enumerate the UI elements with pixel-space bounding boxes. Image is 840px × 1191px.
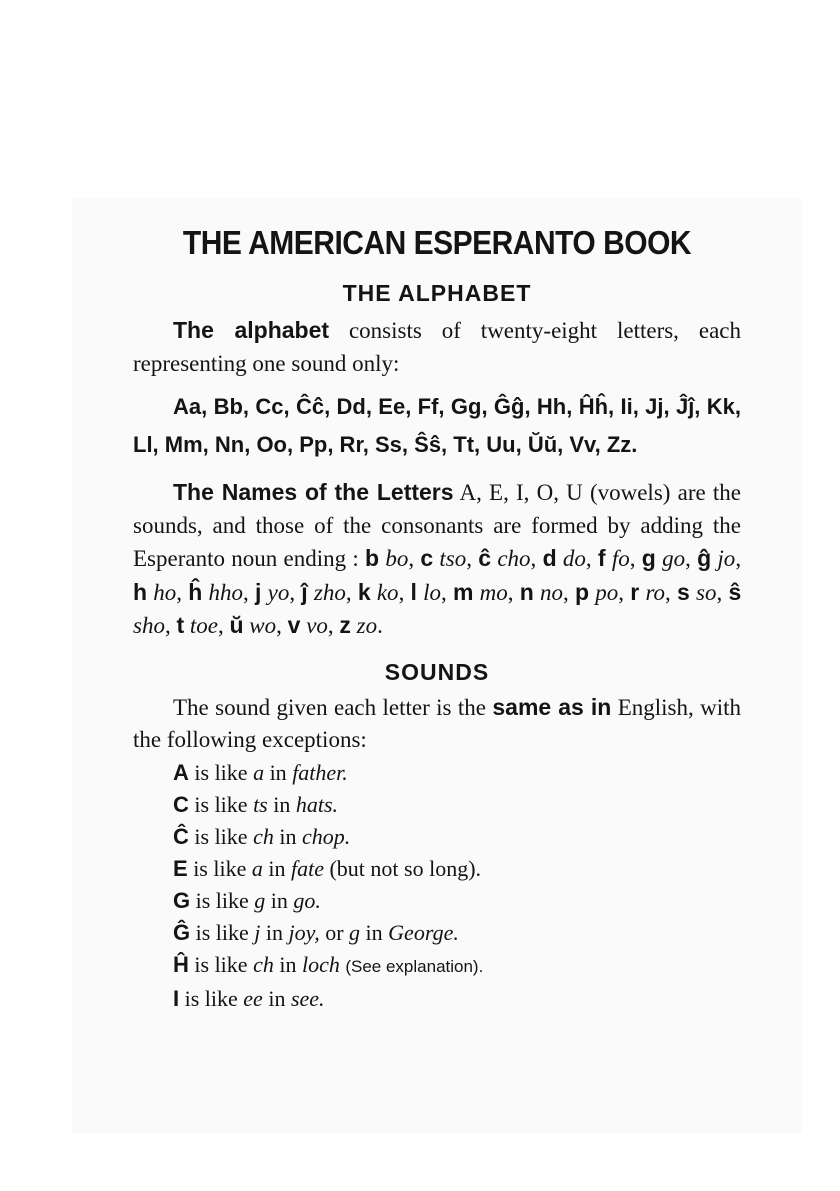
consonant-letter: s [677,578,690,605]
consonant-name: ro [645,579,666,605]
consonant-item [411,580,442,605]
consonant-item [188,580,243,605]
rule-example-sound: ts [253,791,268,817]
rule-text: is like [188,791,254,817]
rule-text: is like [187,855,252,881]
rule-example-word: see. [290,985,325,1011]
consonant-letter: b [365,545,380,571]
consonant-item [288,613,328,638]
consonant-name: lo [423,579,442,605]
consonant-letter: j [255,578,262,605]
rule-example-word: father. [292,759,348,785]
consonant-item [598,546,630,571]
rule-example-sound: a [251,855,263,881]
book-title: THE AMERICAN ESPERANTO BOOK [182,224,692,262]
consonant-item [229,613,276,638]
pronunciation-rules-list [133,757,741,1015]
sounds-intro-rest: English, with the following exceptions: [133,694,742,752]
rule-example-sound: j [254,919,261,945]
consonant-item [176,613,218,638]
rule-text: in [267,791,296,817]
rule-example-word: chop. [301,823,351,849]
consonant-item [642,546,685,571]
rule-example-sound: ch [253,951,274,977]
consonant-letter: d [542,545,557,571]
consonant-name: vo [306,613,328,638]
consonant-letter: n [519,578,534,605]
consonant-item [520,580,563,605]
rule-text: in [264,759,293,785]
rule-example-word: hats. [295,791,339,817]
consonant-name: yo [267,579,290,605]
consonant-name: zho [313,579,346,605]
consonant-name: tso [439,546,467,571]
consonant-letter: ĉ [478,545,492,571]
rule-text: is like [190,887,255,913]
letter-names-paragraph [133,476,741,643]
rule-text: or [319,919,350,945]
alphabet-intro-paragraph [133,314,741,380]
consonant-item [365,546,408,571]
consonant-item [255,580,289,605]
consonant-letter: ĝ [697,545,712,571]
consonant-item [575,580,618,605]
rule-item [173,885,741,917]
consonant-name: mo [479,579,508,605]
consonant-letter: h [133,578,148,605]
rule-letter: Ĝ [173,919,191,945]
rule-letter: Ĥ [173,951,189,977]
rule-letter: A [173,759,189,785]
rule-example-sound: g [349,919,361,945]
consonant-item [358,580,399,605]
rule-text: in [265,887,294,913]
section-title-sounds: SOUNDS [384,658,490,685]
consonant-letter: p [575,578,590,605]
rule-letter: Ĉ [173,823,189,849]
rule-item [173,949,741,983]
rule-example-sound: g [254,887,266,913]
rule-letter: E [173,855,188,881]
alphabet-intro-bold: The alphabet [173,317,330,343]
consonant-letter: f [597,545,606,571]
rule-example-word: loch [301,951,340,977]
consonant-letter: z [339,612,351,638]
consonant-name: bo [385,546,409,571]
consonant-name-list: b bo, c tso, ĉ cho, d do, f fo, g go, ĝ jo, h ho, ĥ hho, j yo, ĵ zho, k ko, l lo, m mo, n no, p po, r ro, s so, ŝ sho, t toe, ŭ wo, v vo, z zo. [133,545,742,638]
consonant-item [697,546,735,571]
consonant-item [677,580,716,605]
alphabet-letters: Aa, Bb, Cc, Ĉĉ, Dd, Ee, Ff, Gg, Ĝĝ, Hh, Ĥĥ, Ii, Jj, Ĵĵ, Kk, Ll, Mm, Nn, Oo, Pp, Rr, Ss, Ŝŝ, Tt, Uu, Ŭŭ, Vv, Zz. [133,394,741,457]
consonant-letter: r [630,578,640,605]
rule-item [173,983,741,1015]
vowel-list: A, E, I, O, U [453,480,583,505]
page-content [133,222,741,1015]
rule-letter: G [173,887,191,913]
consonant-item [478,546,530,571]
rule-example-sound: ch [253,823,274,849]
consonant-item [420,546,466,571]
rule-text: in [273,951,302,977]
consonant-name: sho [133,613,165,638]
consonant-letter: ĵ [301,578,308,605]
rule-text: is like [190,919,255,945]
rule-example-word: fate [290,855,324,881]
sounds-intro-bold: same as in [492,693,612,720]
rule-text: in [262,855,291,881]
consonant-item [133,580,176,605]
consonant-letter: k [357,578,371,605]
consonant-item [339,613,377,638]
consonant-item [630,580,665,605]
rule-item [173,757,741,789]
rule-note: (See explanation). [345,956,484,976]
rule-example-word: George. [388,919,459,945]
sounds-intro-paragraph [133,691,741,757]
consonant-letter: ŝ [728,578,742,605]
rule-text: in [260,919,289,945]
consonant-letter: v [287,612,301,638]
consonant-name: jo [717,546,736,571]
consonant-letter: g [641,545,656,571]
alphabet-intro-text: consists of twenty-eight letters, each representing one sound only: [133,318,741,376]
consonant-letter: ĥ [188,578,203,605]
consonant-item [453,580,508,605]
consonant-letter: t [176,612,185,638]
consonant-name: no [540,579,564,605]
rule-text: in [360,919,389,945]
consonant-name: go [662,546,686,571]
consonant-name: so [696,579,717,605]
consonant-letter: l [410,578,417,605]
rule-text: is like [188,951,254,977]
consonant-name: po [595,579,619,605]
consonant-item [543,546,586,571]
consonant-name: do [562,546,586,571]
rule-letter: I [173,985,180,1011]
consonant-name: toe [189,613,218,638]
rule-text: in [273,823,302,849]
consonant-name: ho [153,579,177,605]
consonant-name: cho [497,546,531,571]
rule-text: in [262,985,291,1011]
consonant-letter: ŭ [229,612,244,638]
consonant-name: zo [356,613,378,638]
consonant-name: hho [208,579,244,605]
rule-text: is like [188,759,254,785]
rule-item [173,821,741,853]
consonant-name: ko [376,579,399,605]
rule-example-sound: a [253,759,265,785]
consonant-name: wo [249,613,277,638]
rule-letter: C [173,791,189,817]
letter-names-heading: The Names of the Letters [173,479,454,505]
rule-text: (but not so long). [323,855,482,881]
consonant-letter: m [453,578,474,605]
letter-names-text: (vowels) are the sounds, and those of the consonants are formed by adding the Esperanto noun ending : [133,480,741,571]
rule-item [173,853,741,885]
rule-example-word: joy, [288,919,320,945]
rule-example-sound: ee [243,985,263,1011]
section-title-alphabet: THE ALPHABET [342,280,532,306]
sounds-intro-text: The sound given each letter is the [173,694,493,720]
consonant-item [301,580,346,605]
rule-text: is like [179,985,244,1011]
consonant-letter: c [420,545,434,571]
rule-item [173,917,741,949]
consonant-name: fo [611,546,630,571]
rule-text: is like [188,823,254,849]
rule-example-word: go. [293,887,321,913]
rule-item [173,789,741,821]
